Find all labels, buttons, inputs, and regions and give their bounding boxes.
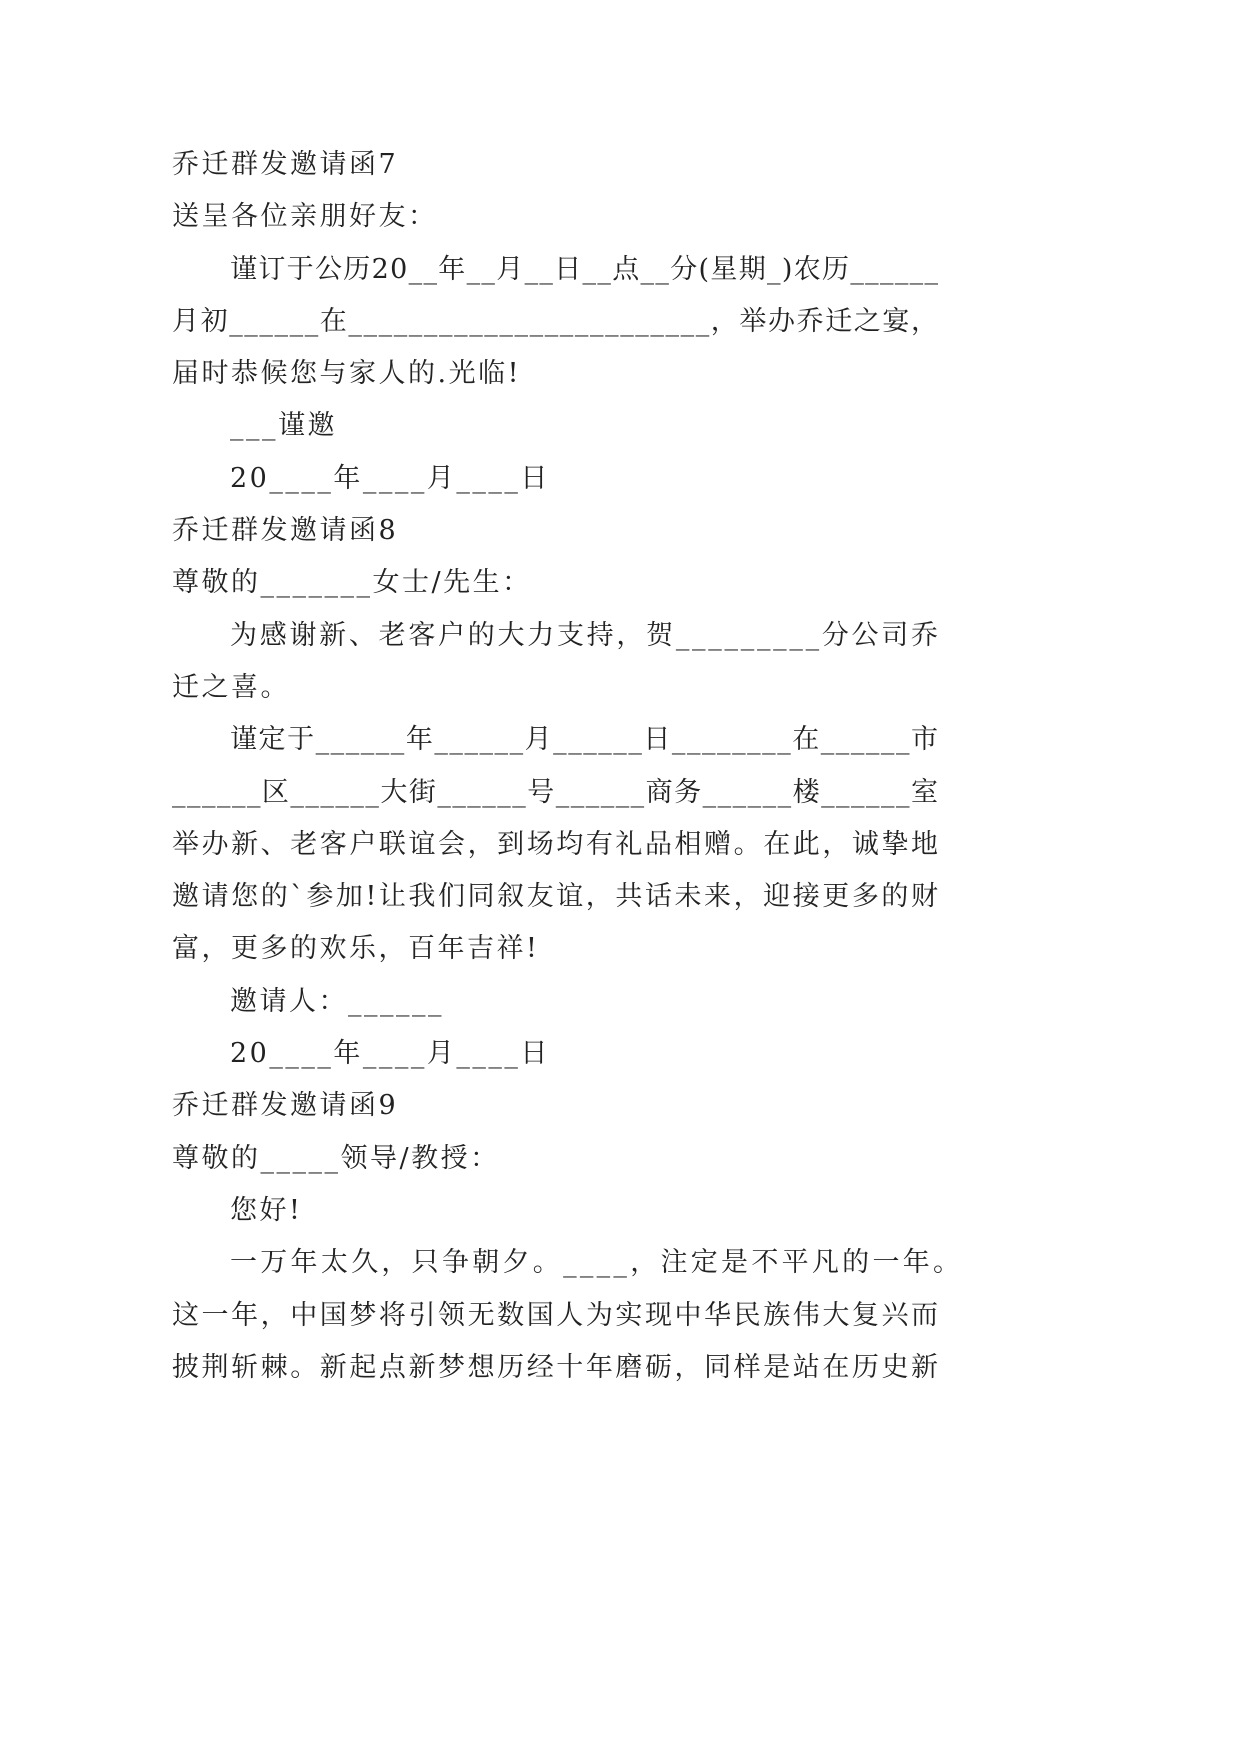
body-line: 谨定于______年______月______日________在______市 bbox=[230, 724, 940, 756]
body-line: 为感谢新、老客户的大力支持，贺_________分公司乔 bbox=[230, 619, 941, 651]
body-line: 一万年太久，只争朝夕。____，注定是不平凡的一年。 bbox=[230, 1247, 964, 1279]
invitation-salutation: 尊敬的_______女士/先生： bbox=[172, 567, 532, 599]
invitation-date: 20____年____月____日 bbox=[230, 462, 550, 494]
invitation-salutation: 送呈各位亲朋好友： bbox=[172, 201, 438, 233]
body-line: 举办新、老客户联谊会，到场均有礼品相赠。在此，诚挚地 bbox=[172, 828, 941, 860]
body-line: 月初______在________________________，举办乔迁之宴， bbox=[172, 305, 940, 337]
invitation-date: 20____年____月____日 bbox=[230, 1038, 550, 1070]
body-line: 富，更多的欢乐，百年吉祥! bbox=[172, 933, 540, 965]
body-line: 迁之喜。 bbox=[172, 671, 290, 703]
invitation-inviter: 邀请人：______ bbox=[230, 985, 444, 1017]
body-line: 谨订于公历20__年__月__日__点__分(星期_)农历______ bbox=[230, 253, 940, 285]
document-body bbox=[172, 139, 964, 1394]
invitation-title: 乔迁群发邀请函9 bbox=[172, 1090, 399, 1122]
body-line: 届时恭候您与家人的.光临! bbox=[172, 358, 521, 390]
invitation-8 bbox=[172, 505, 941, 1080]
body-line: 这一年，中国梦将引领无数国人为实现中华民族伟大复兴而 bbox=[172, 1299, 941, 1331]
body-line: 邀请您的`参加!让我们同叙友谊，共话未来，迎接更多的财 bbox=[172, 881, 941, 913]
invitation-salutation: 尊敬的_____领导/教授： bbox=[172, 1142, 500, 1174]
invitation-closing: ___谨邀 bbox=[230, 410, 337, 442]
invitation-7 bbox=[172, 139, 938, 505]
body-line: ______区______大街______号______商务______楼______室 bbox=[172, 776, 940, 808]
invitation-greeting: 您好! bbox=[230, 1194, 303, 1226]
invitation-9 bbox=[172, 1080, 964, 1394]
invitation-title: 乔迁群发邀请函8 bbox=[172, 515, 399, 547]
invitation-title: 乔迁群发邀请函7 bbox=[172, 149, 399, 180]
body-line: 披荆斩棘。新起点新梦想历经十年磨砺，同样是站在历史新 bbox=[172, 1351, 941, 1383]
